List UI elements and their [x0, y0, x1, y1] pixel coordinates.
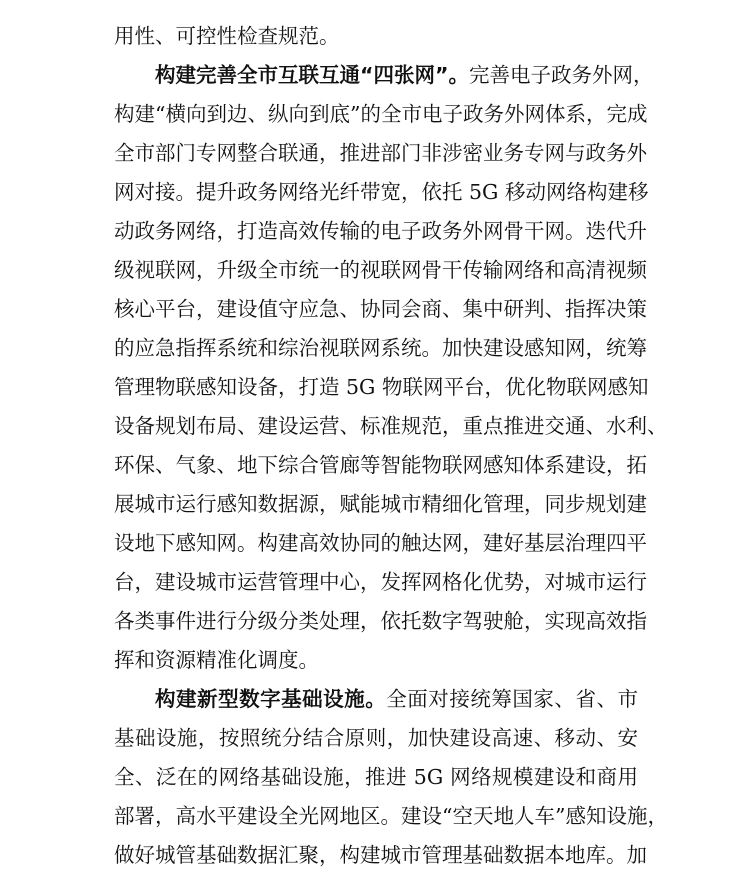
paragraph-heading-line-2 [155, 686, 638, 712]
text-line-19: 基础设施，按照统分结合原则，加快建设高速、移动、安 [114, 726, 638, 750]
text-line-11: 设备规划布局、建设运营、标准规范，重点推进交通、水利、 [114, 414, 668, 438]
text-line-3: 构建“横向到边、纵向到底”的全市电子政务外网体系，完成 [114, 102, 648, 126]
text-line-1: 用性、可控性检查规范。 [114, 24, 340, 48]
text-line-8: 核心平台，建设值守应急、协同会商、集中研判、指挥决策 [114, 297, 647, 321]
text-line-22: 做好城管基础数据汇聚，构建城市管理基础数据本地库。加 [114, 843, 647, 867]
text-line-16: 各类事件进行分级分类处理，依托数字驾驶舱，实现高效指 [114, 609, 647, 633]
text-line-9: 的应急指挥系统和综治视联网系统。加快建设感知网，统筹 [114, 336, 647, 360]
paragraph-heading-2: 构建新型数字基础设施。 [155, 687, 387, 711]
text-line-13: 展城市运行感知数据源，赋能城市精细化管理，同步规划建 [114, 492, 647, 516]
paragraph-heading: 构建完善全市互联互通“四张网”。 [155, 63, 469, 87]
text-line-6: 动政务网络，打造高效传输的电子政务外网骨干网。迭代升 [114, 219, 647, 243]
text-line-21: 部署，高水平建设全光网地区。建设“空天地人车”感知设施， [114, 804, 668, 828]
heading-continuation: 完善电子政务外网， [468, 63, 654, 87]
text-line-4: 全市部门专网整合联通，推进部门非涉密业务专网与政务外 [114, 141, 647, 165]
text-line-14: 设地下感知网。构建高效协同的触达网，建好基层治理四平 [114, 531, 647, 555]
paragraph-heading-line [155, 62, 654, 88]
text-line-15: 台，建设城市运营管理中心，发挥网格化优势，对城市运行 [114, 570, 647, 594]
text-line-12: 环保、气象、地下综合管廊等智能物联网感知体系建设，拓 [114, 453, 647, 477]
text-line-20: 全、泛在的网络基础设施，推进 5G 网络规模建设和商用 [114, 765, 638, 789]
text-line-10: 管理物联感知设备，打造 5G 物联网平台，优化物联网感知 [114, 375, 649, 399]
text-line-17: 挥和资源精准化调度。 [114, 648, 319, 672]
text-line-5: 网对接。提升政务网络光纤带宽，依托 5G 移动网络构建移 [114, 180, 649, 204]
heading-continuation-2: 全面对接统筹国家、省、市 [386, 687, 638, 711]
text-line-7: 级视联网，升级全市统一的视联网骨干传输网络和高清视频 [114, 258, 647, 282]
